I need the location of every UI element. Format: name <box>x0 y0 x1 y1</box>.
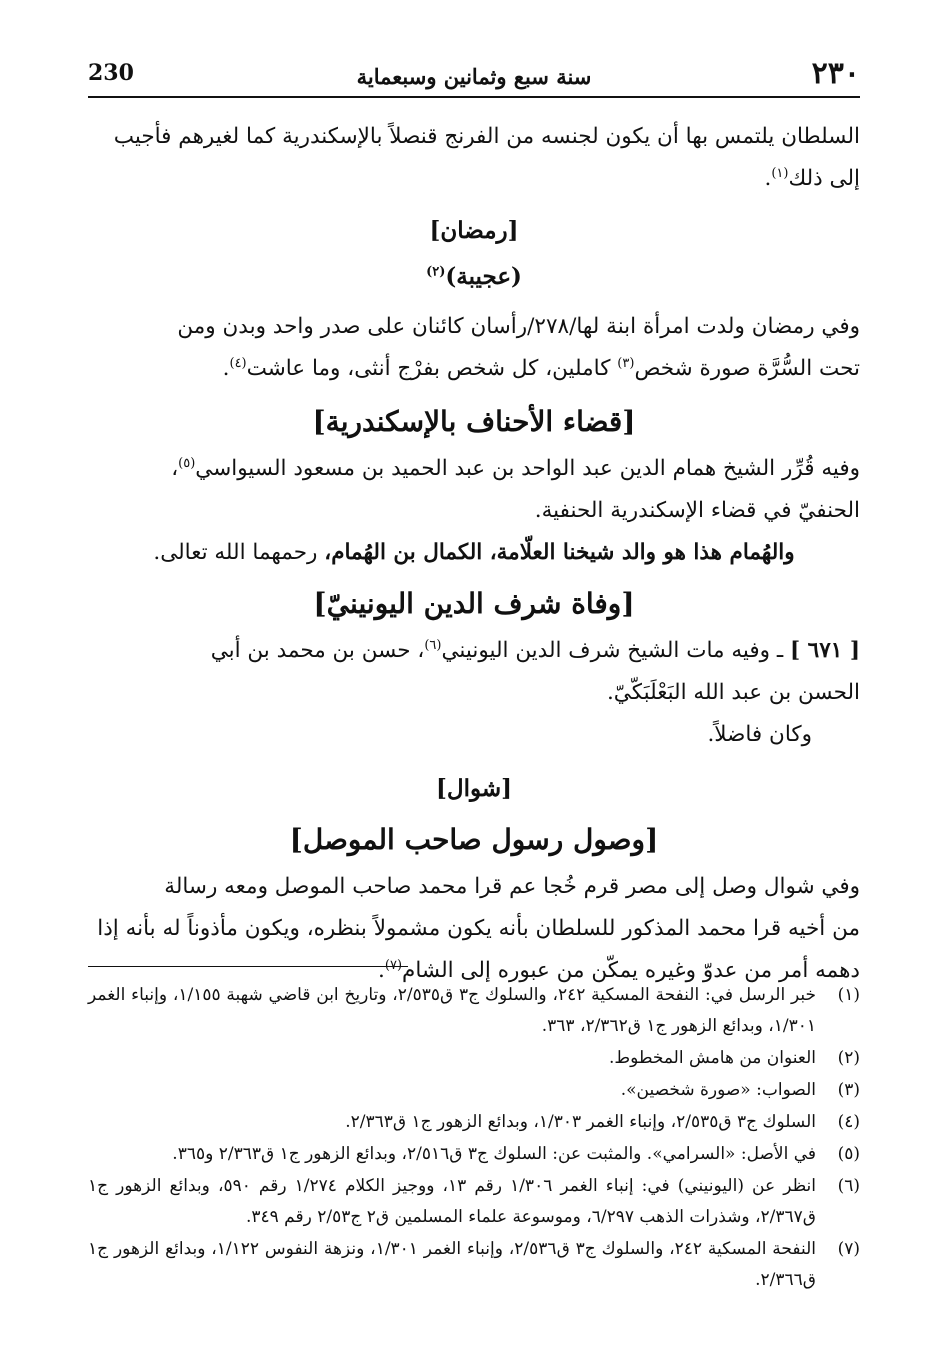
para3-line2: الحنفيّ في قضاء الإسكندرية الحنفية. <box>534 498 860 523</box>
footnote-text: العنوان من هامش المخطوط. <box>609 1048 816 1068</box>
para4-bold: والهُمام هذا هو والد شيخنا العلّامة، الكمال بن الهُمام، <box>324 540 795 565</box>
para1-end: . <box>764 166 772 191</box>
paragraph-wonder <box>88 306 860 390</box>
footnote-ref-2: (٢) <box>426 264 446 280</box>
footnote <box>88 1075 860 1106</box>
footnote <box>88 980 860 1042</box>
para7-line2: من أخيه قرا محمد المذكور للسلطان بأنه يكون مشمولاً بنظره، ويكون مأذوناً له بأنه إذا <box>97 916 860 941</box>
footnote-text: في الأصل: «السرامي». والمثبت عن: السلوك ج٣ ق٢/٥١٦، وبدائع الزهور ج١ ق٢/٣٦٣ و٣٦٥. <box>172 1144 816 1164</box>
footnote-ref-4: (٤) <box>229 355 247 371</box>
footnote-number: (٤) <box>837 1112 860 1132</box>
footnote <box>88 1043 860 1074</box>
footnote <box>88 1107 860 1138</box>
para6: وكان فاضلاً. <box>707 722 812 747</box>
footnote-ref-6: (٦) <box>424 637 442 653</box>
footnote-text: انظر عن (اليونيني) في: إنباء الغمر ١/٣٠٦ رقم ١٣، ووجيز الكلام ١/٢٧٤ رقم ٥٩٠، وبدائع الزهور ج١ ق٢/٣٦٧، وشذرات الذهب ٦/٢٩٧، وموسوعة علماء المسلمين ق٢ ج٢/٥٣ رقم ٣٤٩. <box>88 1176 816 1227</box>
page-number-latin: 230 <box>88 60 134 86</box>
para1-line2: إلى ذلك <box>788 166 860 191</box>
footnote-ref-5: (٥) <box>178 455 196 471</box>
paragraph-death <box>88 630 860 756</box>
para1-line1: السلطان يلتمس بها أن يكون لجنسه من الفرنج قنصلاً بالإسكندرية كما لغيرهم فأجيب <box>113 124 860 149</box>
footnote-text: النفحة المسكية ٢٤٢، والسلوك ج٣ ق٢/٥٣٦، وإنباء الغمر ١/٣٠١، ونزهة النفوس ١/١٢٢، وبدائع الزهور ج١ ق٢/٣٦٦. <box>88 1239 817 1290</box>
footnote-text: الصواب: «صورة شخصين». <box>620 1080 816 1100</box>
heading-wusul: [وصول رسول صاحب الموصل] <box>289 823 659 856</box>
para7-line3a: دهمه أمر من عدوّ وغيره يمكّن من عبوره إلى الشام <box>402 958 860 983</box>
footnote-number: (٢) <box>837 1048 860 1068</box>
book-page <box>88 0 860 1364</box>
para5-line1a: ـ وفيه مات الشيخ شرف الدين اليونيني <box>441 638 790 663</box>
footnote-number: (١) <box>837 985 860 1005</box>
para5-line1b: ، حسن بن محمد بن أبي <box>210 638 425 663</box>
footnote-number: (٧) <box>837 1239 860 1259</box>
para2-line2a: تحت السُّرَّة صورة شخص <box>634 356 860 381</box>
para2-end: . <box>222 356 230 381</box>
para7-end: . <box>378 958 385 983</box>
heading-qada: [قضاء الأحناف بالإسكندرية] <box>312 405 636 438</box>
footnote-text: خبر الرسل في: النفحة المسكية ٢٤٢، والسلوك ج٣ ق٢/٥٣٥، وتاريخ ابن قاضي شهبة ١/١٥٥، وإنباء الغمر ١/٣٠١، وبدائع الزهور ج١ ق٢/٣٦٢، ٣٦٣. <box>88 985 817 1036</box>
heading-shawwal: [شوال] <box>435 775 513 802</box>
paragraph-envoy <box>88 116 860 200</box>
running-header <box>88 56 860 98</box>
heading-ajiba-text: (عجيبة) <box>445 263 522 290</box>
main-text <box>88 116 860 992</box>
para5-line2: الحسن بن عبد الله البَعْلَبَكّيّ. <box>606 680 860 705</box>
footnote <box>88 1234 860 1296</box>
para2-line2b: كاملين، كل شخص بفرْج أنثى، وما عاشت <box>246 356 618 381</box>
footnote-ref-7: (٧) <box>384 957 403 973</box>
para4-rest: رحمهما الله تعالى. <box>153 540 325 565</box>
footnote-separator <box>88 966 408 967</box>
para3-line1a: وفيه قُرِّر الشيخ همام الدين عبد الواحد بن عبد الحميد بن مسعود السيواسي <box>195 456 860 481</box>
para7-line1: وفي شوال وصل إلى مصر قرم خُجا عم قرا محمد صاحب الموصل ومعه رسالة <box>164 874 860 899</box>
page-number-arabic: ٢٣٠ <box>811 56 860 91</box>
heading-ramadan: [رمضان] <box>429 217 519 244</box>
footnotes <box>88 980 860 1297</box>
footnote-number: (٥) <box>837 1144 860 1164</box>
para2-line1: وفي رمضان ولدت امرأة ابنة لها/٢٧٨/رأسان كائنان على صدر واحد وبدن ومن <box>177 314 860 339</box>
footnote <box>88 1139 860 1170</box>
footnote-number: (٣) <box>837 1080 860 1100</box>
entry-number: [ ٦٧١ ] <box>790 638 860 663</box>
footnote <box>88 1171 860 1233</box>
footnote-ref-3: (٣) <box>617 355 635 371</box>
para3-line1b: ، <box>171 456 179 481</box>
paragraph-qada <box>88 448 860 532</box>
running-title: سنة سبع وثمانين وسبعماية <box>356 64 592 89</box>
footnote-number: (٦) <box>837 1176 860 1196</box>
paragraph-mosul <box>88 866 860 992</box>
footnote-text: السلوك ج٣ ق٢/٥٣٥، وإنباء الغمر ١/٣٠٣، وبدائع الزهور ج١ ق٢/٣٦٣. <box>345 1112 816 1132</box>
heading-ajiba <box>88 254 860 300</box>
paragraph-humam <box>88 532 860 574</box>
footnote-ref-1: (١) <box>771 165 789 181</box>
heading-wafat: [وفاة شرف الدين اليونينيّ] <box>313 587 635 620</box>
